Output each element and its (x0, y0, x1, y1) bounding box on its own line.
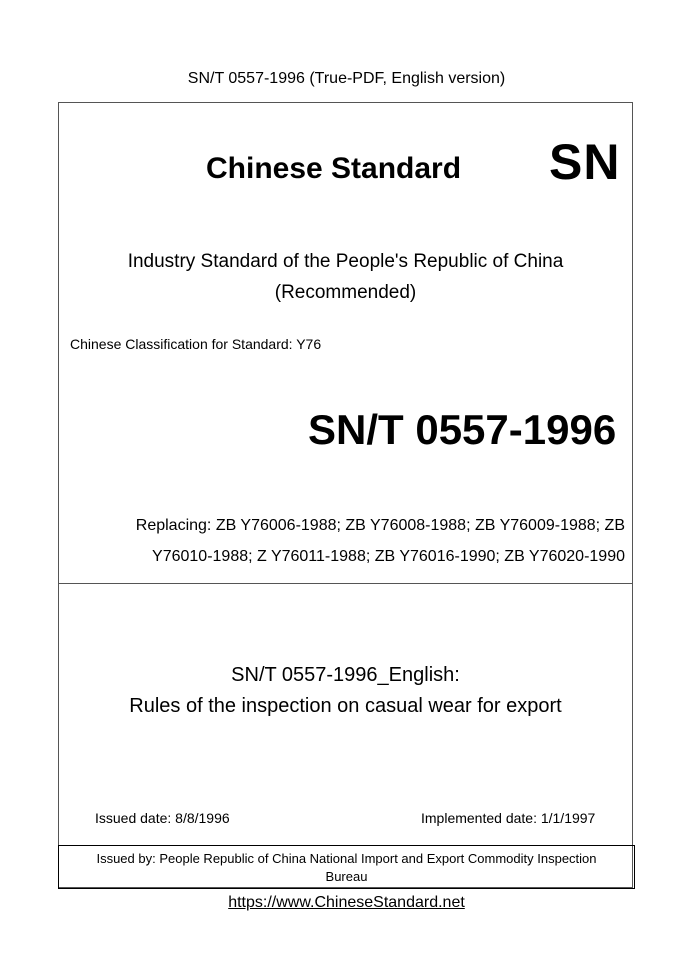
standard-number: SN/T 0557-1996 (308, 406, 617, 453)
implemented-date: Implemented date: 1/1/1997 (421, 810, 596, 826)
issuer-line-1: Issued by: People Republic of China National Import and Export Commodity Inspection (96, 851, 597, 866)
replacing-line-2: Y76010-1988; Z Y76011-1988; ZB Y76016-1990; ZB Y76020-1990 (152, 548, 625, 565)
doc-title-line-1: SN/T 0557-1996_English: (231, 664, 460, 686)
doc-title-line-2: Rules of the inspection on casual wear for export (129, 695, 562, 717)
replacing-standards (90, 510, 625, 572)
website-link[interactable]: https://www.ChineseStandard.net (228, 894, 465, 911)
industry-line-1: Industry Standard of the People's Republic of China (127, 251, 564, 272)
industry-statement (58, 246, 633, 308)
page-header: SN/T 0557-1996 (True-PDF, English version) (187, 70, 506, 87)
replacing-line-1: Replacing: ZB Y76006-1988; ZB Y76008-1988; ZB Y76009-1988; ZB (135, 517, 625, 534)
issuer-box (58, 845, 635, 889)
issued-date: Issued date: 8/8/1996 (95, 810, 230, 826)
issuer-line-2: Bureau (325, 869, 368, 884)
section-divider (58, 583, 633, 584)
classification: Chinese Classification for Standard: Y76 (70, 336, 322, 352)
cover-frame (58, 102, 633, 888)
industry-line-2: (Recommended) (274, 282, 417, 303)
document-title (58, 660, 633, 722)
cover-title: Chinese Standard (206, 152, 462, 185)
sn-mark: SN (549, 134, 621, 190)
